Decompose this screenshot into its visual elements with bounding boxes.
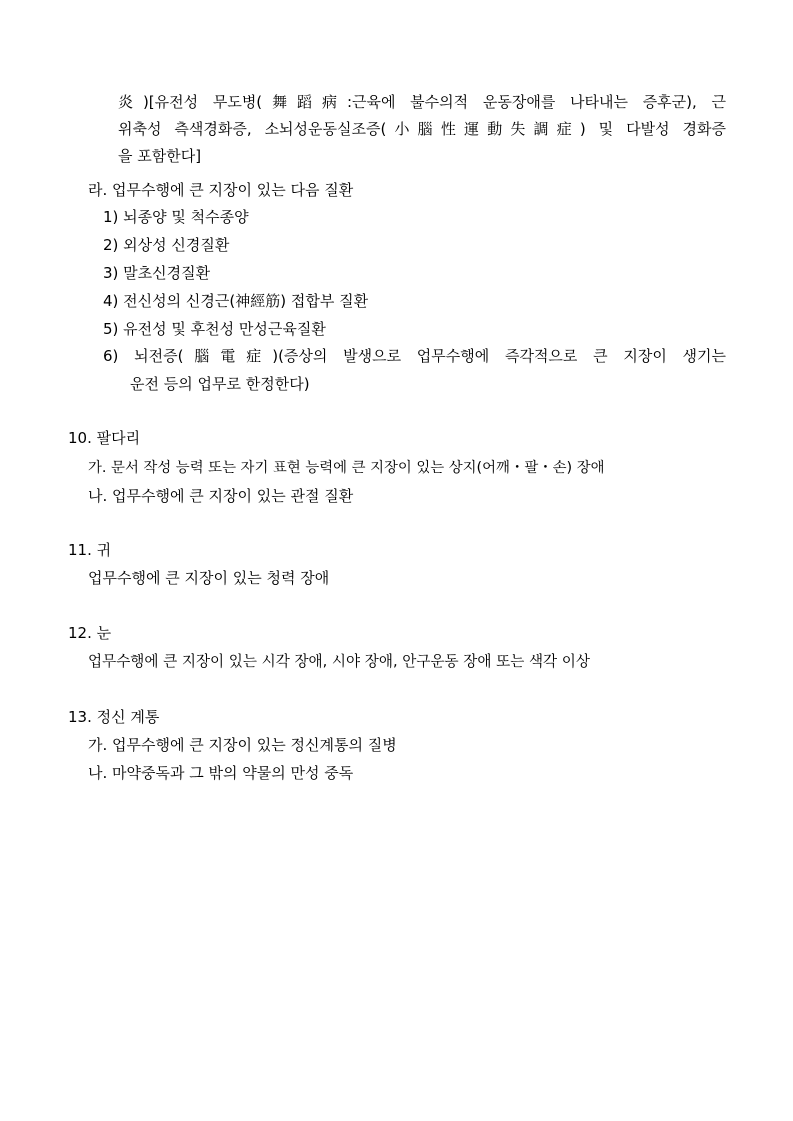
section-12-title: 12. 눈: [68, 624, 112, 642]
item-ra-sub-1: 1) 뇌종양 및 척수종양: [103, 208, 249, 226]
item-ra-sub-5: 5) 유전성 및 후천성 만성근육질환: [103, 320, 326, 338]
section-10-title: 10. 팔다리: [68, 429, 141, 447]
section-11-title: 11. 귀: [68, 541, 112, 559]
section-12-body: 업무수행에 큰 지장이 있는 시각 장애, 시야 장애, 안구운동 장애 또는 색각 이상: [88, 653, 590, 670]
item-ra-sub-6-continuation: 운전 등의 업무로 한정한다): [130, 375, 310, 393]
continuation-line-1: 炎)[유전성 무도병(舞蹈病:근육에 불수의적 운동장애를 나타내는 증후군), 근: [118, 93, 726, 111]
section-13-item-ga: 가. 업무수행에 큰 지장이 있는 정신계통의 질병: [88, 736, 397, 754]
section-13-title: 13. 정신 계통: [68, 708, 160, 726]
section-11-body: 업무수행에 큰 지장이 있는 청력 장애: [88, 569, 330, 587]
item-ra-sub-3: 3) 말초신경질환: [103, 264, 211, 282]
section-10-item-na: 나. 업무수행에 큰 지장이 있는 관절 질환: [88, 487, 354, 505]
section-13-item-na: 나. 마약중독과 그 밖의 약물의 만성 중독: [88, 764, 354, 782]
continuation-line-2: 위축성 측색경화증, 소뇌성운동실조증(小腦性運動失調症) 및 다발성 경화증: [118, 120, 726, 138]
section-10-item-ga: 가. 문서 작성 능력 또는 자기 표현 능력에 큰 지장이 있는 상지(어깨・팔・손) 장애: [88, 460, 605, 476]
continuation-line-3: 을 포함한다]: [118, 147, 202, 165]
item-ra-sub-6: 6) 뇌전증(腦電症)(증상의 발생으로 업무수행에 즉각적으로 큰 지장이 생기는: [103, 347, 726, 365]
item-ra-heading: 라. 업무수행에 큰 지장이 있는 다음 질환: [88, 181, 354, 199]
item-ra-sub-2: 2) 외상성 신경질환: [103, 236, 230, 254]
item-ra-sub-4: 4) 전신성의 신경근(神經筋) 접합부 질환: [103, 292, 369, 310]
